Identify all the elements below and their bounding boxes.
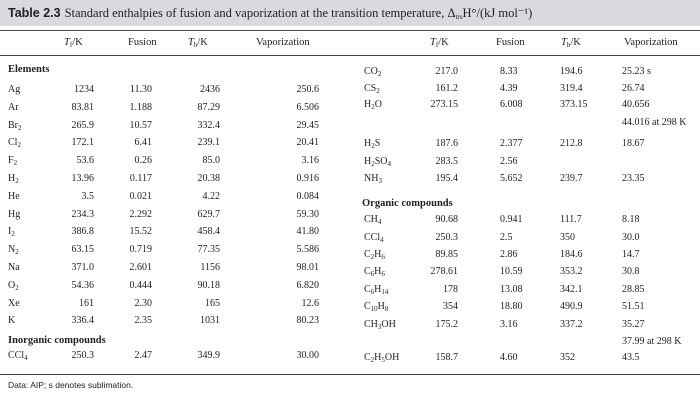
tf-value: 161 [79,298,94,309]
element-name: K [8,315,16,326]
tb-value: 337.2 [560,319,583,330]
fusion-value: 4.60 [500,352,518,363]
tb-value: 2436 [200,84,220,95]
vaporization-value: 5.586 [296,244,319,255]
tf-value: 386.8 [71,226,94,237]
vaporization-value: 28.85 [622,284,645,295]
tf-value: 172.1 [71,137,94,148]
tb-value: 319.4 [560,83,583,94]
tb-value: 184.6 [560,249,583,260]
element-name: $O_2$ [8,280,19,292]
tf-value: 250.3 [71,350,94,361]
compound-name: CCl$_4$ [364,232,384,244]
fusion-value: 0.26 [134,155,152,166]
fusion-value: 2.47 [134,350,152,361]
tf-value: 278.61 [430,266,458,277]
table-label: Table 2.3 [8,6,61,20]
element-name: $Br_2$ [8,120,22,132]
compound-name: $CS_2$ [364,83,380,95]
vaporization-value: 40.656 [622,99,650,110]
tf-value: 371.0 [71,262,94,273]
tb-value: 332.4 [197,120,220,131]
tf-value: 336.4 [71,315,94,326]
fusion-value: 13.08 [500,284,523,295]
tb-value: 194.6 [560,66,583,77]
compound-name: $C_2H_6$ [364,249,385,261]
tb-value: 165 [205,298,220,309]
tf-value: 187.6 [435,138,458,149]
fusion-value: 6.008 [500,99,523,110]
tf-value: 250.3 [435,232,458,243]
tb-value: 629.7 [197,209,220,220]
compound-name: CCl$_4$ [8,350,28,362]
fusion-value: 2.601 [129,262,152,273]
compound-name: $CO_2$ [364,66,382,78]
tf-value: 161.2 [435,83,458,94]
element-name: $Cl_2$ [8,137,21,149]
fusion-value: 10.57 [129,120,152,131]
vaporization-value: 43.5 [622,352,640,363]
tf-value: 175.2 [435,319,458,330]
compound-name: $C_{10}H_8$ [364,301,389,313]
compound-name: $CH_4$ [364,214,382,226]
header-tf-left: $T_f/K$ [64,37,83,49]
vaporization-value: 59.30 [296,209,319,220]
vaporization-value: 6.506 [296,102,319,113]
fusion-value: 0.719 [129,244,152,255]
vaporization-value: 14.7 [622,249,640,260]
vaporization-value: 0.916 [296,173,319,184]
table-rule-bottom [0,374,700,375]
tb-value: 353.2 [560,266,583,277]
fusion-value: 2.56 [500,156,518,167]
tb-value: 239.1 [197,137,220,148]
fusion-value: 1.188 [129,102,152,113]
tf-value: 54.36 [71,280,94,291]
vaporization-value: 8.18 [622,214,640,225]
fusion-value: 2.5 [500,232,513,243]
compound-name: $CH_3OH$ [364,319,396,331]
tb-value: 350 [560,232,575,243]
vaporization-value: 41.80 [296,226,319,237]
fusion-value: 10.59 [500,266,523,277]
tb-value: 212.8 [560,138,583,149]
header-rule-top [0,30,700,31]
fusion-value: 6.41 [134,137,152,148]
compound-name: $H_2S$ [364,138,381,150]
vaporization-value: 80.23 [296,315,319,326]
header-tb-left: $T_b/K$ [188,37,208,49]
vaporization-value: 30.00 [296,350,319,361]
tb-value: 342.1 [560,284,583,295]
tb-value: 85.0 [202,155,220,166]
element-name: Hg [8,209,21,220]
header-vaporization-left: Vaporization [256,37,310,48]
vaporization-value: 0.084 [296,191,319,202]
vaporization-value: 23.35 [622,173,645,184]
tb-value: 373.15 [560,99,588,110]
tb-value: 1156 [200,262,220,273]
vaporization-value: 3.16 [301,155,319,166]
tf-value: 178 [443,284,458,295]
compound-name: $H_2O$ [364,99,382,111]
header-vaporization-right: Vaporization [624,37,678,48]
vaporization-value: 44.016 at 298 K [622,117,687,128]
tb-value: 20.38 [197,173,220,184]
tb-value: 77.35 [197,244,220,255]
element-name: $I_2$ [8,226,15,238]
tf-value: 217.0 [435,66,458,77]
fusion-value: 2.35 [134,315,152,326]
fusion-value: 0.941 [500,214,523,225]
vaporization-value: 30.0 [622,232,640,243]
vaporization-value: 51.51 [622,301,645,312]
tb-value: 4.22 [202,191,220,202]
compound-name: $H_2SO_4$ [364,156,392,168]
tb-value: 111.7 [560,214,582,225]
element-name: Xe [8,298,20,309]
fusion-value: 5.652 [500,173,523,184]
tf-value: 195.4 [435,173,458,184]
tf-value: 53.6 [76,155,94,166]
vaporization-value: 98.01 [296,262,319,273]
tf-value: 158.7 [435,352,458,363]
header-tf-right: $T_f/K$ [430,37,449,49]
fusion-value: 2.30 [134,298,152,309]
fusion-value: 8.33 [500,66,518,77]
vaporization-value: 35.27 [622,319,645,330]
tf-value: 354 [443,301,458,312]
tb-value: 1031 [200,315,220,326]
footnote: Data: AIP; s denotes sublimation. [8,380,134,390]
tb-value: 458.4 [197,226,220,237]
fusion-value: 0.444 [129,280,152,291]
element-name: $H_2$ [8,173,19,185]
table-title [8,5,532,21]
table-caption: Standard enthalpies of fusion and vaporization at the transition temperature, Δ [64,6,456,20]
tb-value: 349.9 [197,350,220,361]
vaporization-value: 29.45 [296,120,319,131]
fusion-value: 3.16 [500,319,518,330]
vaporization-value: 20.41 [296,137,319,148]
tb-value: 352 [560,352,575,363]
vaporization-value: 12.6 [301,298,319,309]
vaporization-value: 25.23 s [622,66,651,77]
tf-value: 283.5 [435,156,458,167]
section-elements: Elements [8,64,50,75]
header-tb-right: $T_b/K$ [561,37,581,49]
table-caption-sub: trs [455,13,463,21]
vaporization-value: 18.67 [622,138,645,149]
fusion-value: 11.30 [129,84,152,95]
tf-value: 3.5 [81,191,94,202]
element-name: Na [8,262,20,273]
fusion-value: 2.86 [500,249,518,260]
compound-name: $C_6H_{14}$ [364,284,389,296]
fusion-value: 0.021 [129,191,152,202]
tf-value: 89.85 [435,249,458,260]
element-name: $F_2$ [8,155,18,167]
fusion-value: 4.39 [500,83,518,94]
section-organic: Organic compounds [362,198,453,209]
compound-name: $C_2H_5OH$ [364,352,400,364]
tf-value: 234.3 [71,209,94,220]
tb-value: 87.29 [197,102,220,113]
tb-value: 490.9 [560,301,583,312]
vaporization-value: 6.820 [296,280,319,291]
fusion-value: 2.377 [500,138,523,149]
element-name: Ag [8,84,21,95]
element-name: Ar [8,102,19,113]
section-inorganic: Inorganic compounds [8,335,106,346]
tf-value: 90.68 [435,214,458,225]
tf-value: 273.15 [430,99,458,110]
element-name: He [8,191,20,202]
table-caption-tail: H°/(kJ mol⁻¹) [462,6,533,20]
fusion-value: 15.52 [129,226,152,237]
tf-value: 83.81 [71,102,94,113]
header-rule-bottom [0,55,700,56]
fusion-value: 2.292 [129,209,152,220]
header-fusion-left: Fusion [128,37,157,48]
tb-value: 239.7 [560,173,583,184]
tb-value: 90.18 [197,280,220,291]
tf-value: 13.96 [71,173,94,184]
fusion-value: 18.80 [500,301,523,312]
header-fusion-right: Fusion [496,37,525,48]
vaporization-value: 26.74 [622,83,645,94]
vaporization-value: 30.8 [622,266,640,277]
vaporization-value: 37.99 at 298 K [622,336,682,347]
tf-value: 1234 [74,84,94,95]
tf-value: 265.9 [71,120,94,131]
fusion-value: 0.117 [129,173,152,184]
vaporization-value: 250.6 [296,84,319,95]
tf-value: 63.15 [71,244,94,255]
element-name: $N_2$ [8,244,19,256]
compound-name: $NH_3$ [364,173,382,185]
compound-name: $C_6H_6$ [364,266,385,278]
